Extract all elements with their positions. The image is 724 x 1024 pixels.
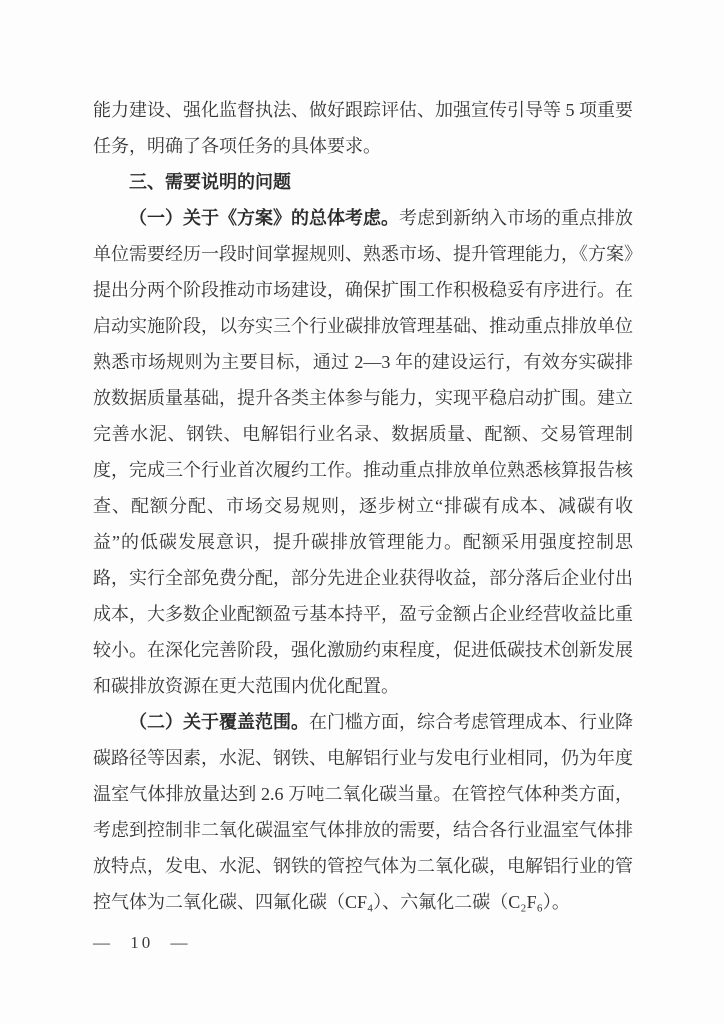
paragraph-text-coverage-scope: 在门槛方面，综合考虑管理成本、行业降碳路径等因素，水泥、钢铁、电解铝行业与发电行业相同，仍为年度温室气体排放量达到 2.6 万吨二氧化碳当量。在管控气体种类方面，考虑到控制非二氧化碳温室气体排放的需要，结合各行业温室气体排放特点，发电、水泥、钢铁的管控气体为二氧化碳，电解铝行业的管控气体为二氧化碳、四氟化碳（CF₄）、六氟化二碳（C₂F₆）。 — [93, 712, 633, 912]
paragraph-text-overall-consideration: 考虑到新纳入市场的重点排放单位需要经历一段时间掌握规则、熟悉市场、提升管理能力，《方案》提出分两个阶段推动市场建设，确保扩围工作积极稳妥有序进行。在启动实施阶段，以夯实三个行业碳排放管理基础、推动重点排放单位熟悉市场规则为主要目标，通过 2—3 年的建设运行，有效夯实碳排放数据质量基础，提升各类主体参与能力，实现平稳启动扩围。建立完善水泥、钢铁、电解铝行业名录、数据质量、配额、交易管理制度，完成三个行业首次履约工作。推动重点排放单位熟悉核算报告核查、配额分配、市场交易规则，逐步树立“排碳有成本、减碳有收益”的低碳发展意识，提升碳排放管理能力。配额采用强度控制思路，实行全部免费分配，部分先进企业获得收益，部分落后企业付出成本，大多数企业配额盈亏基本持平，盈亏金额占企业经营收益比重较小。在深化完善阶段，强化激励约束程度，促进低碳技术创新发展和碳排放资源在更大范围内优化配置。 — [93, 208, 633, 696]
paragraph-lead-overall-consideration: （一）关于《方案》的总体考虑。 — [129, 208, 399, 228]
document-text-block — [93, 92, 633, 920]
paragraph-continuation: 能力建设、强化监督执法、做好跟踪评估、加强宣传引导等 5 项重要任务，明确了各项任务的具体要求。 — [93, 100, 633, 156]
page-number: — 10 — — [93, 933, 191, 952]
paragraph-coverage-scope — [93, 704, 633, 920]
paragraph-overall-consideration — [93, 200, 633, 704]
paragraph-lead-coverage-scope: （二）关于覆盖范围。 — [129, 712, 309, 732]
section-heading: 三、需要说明的问题 — [129, 172, 291, 192]
